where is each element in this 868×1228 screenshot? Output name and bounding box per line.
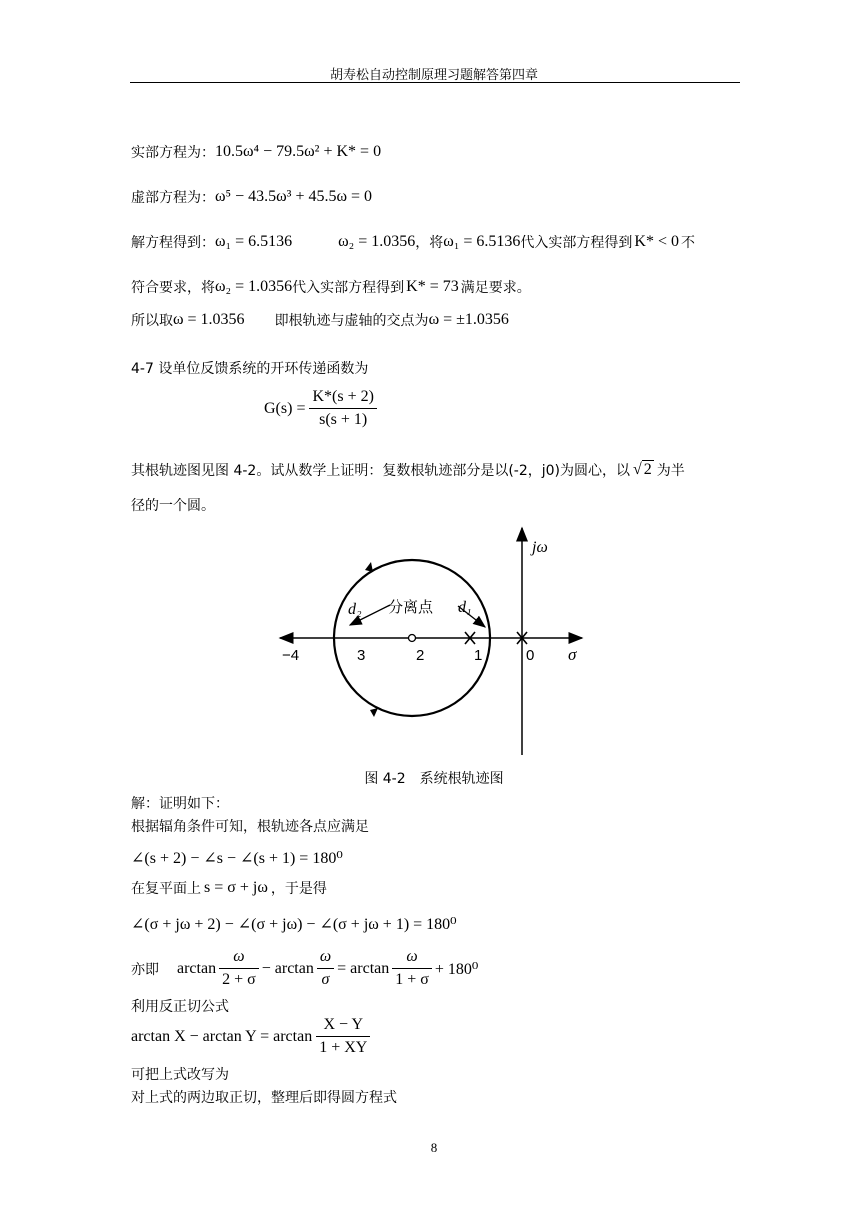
g-fraction [309, 388, 376, 429]
take-w2: ω = ±1.0356 [428, 311, 509, 328]
g-denominator: s(s + 1) [319, 411, 368, 428]
eq3-a: arctan [177, 959, 217, 977]
equation-2: ∠(σ + jω + 2) − ∠(σ + jω) − ∠(σ + jω + 1) = 180⁰ [131, 916, 457, 933]
sub-tail: ，于是得 [270, 881, 327, 897]
eq4-numerator: X − Y [316, 1016, 370, 1037]
take-line [131, 310, 509, 330]
transfer-function [264, 388, 377, 429]
page-header-title: 胡寿松自动控制原理习题解答第四章 [329, 68, 538, 83]
equation-3 [131, 948, 478, 989]
root-locus-figure [270, 520, 590, 760]
formula-label: 利用反正切公式 [131, 999, 229, 1015]
tick-label-2: 2 [416, 647, 425, 664]
eq3-den-2: σ [321, 971, 330, 988]
eq3-num-2: ω [317, 948, 334, 969]
fit-k: K* = 73 [406, 278, 459, 295]
solve-tail: 代入实部方程得到 [520, 235, 633, 251]
imag-part-line [131, 187, 372, 207]
eq3-frac-2 [317, 948, 334, 989]
fit-b: 代入实部方程得到 [292, 280, 405, 296]
sigma-label: σ [568, 645, 577, 664]
eq4-denominator: 1 + XY [319, 1039, 368, 1056]
problem-statement: 4-7 设单位反馈系统的开环传递函数为 [131, 361, 369, 377]
eq3-frac-3 [392, 948, 432, 989]
eq3-den-1: 2 + σ [222, 971, 256, 988]
solve-w1: ω₁ = 6.5136 [215, 233, 293, 250]
fit-a: 符合要求，将 [131, 280, 215, 296]
solve-mid: ，将 [415, 235, 444, 251]
solve-label: 解方程得到： [131, 235, 215, 251]
tick-label-1: 3 [357, 647, 366, 664]
real-part-line [131, 142, 381, 162]
eq3-den-3: 1 + σ [395, 971, 429, 988]
equation-4 [131, 1016, 370, 1057]
rewrite-text: 可把上式改写为 [131, 1067, 229, 1083]
tan-both-text: 对上式的两边取正切，整理后即得圆方程式 [131, 1090, 397, 1106]
solve-line [131, 232, 695, 252]
real-eq-label: 实部方程为： [131, 145, 215, 161]
problem-text-2: 径的一个圆。 [131, 498, 215, 514]
yiji-label: 亦即 [131, 961, 159, 978]
tick-label-0: −4 [282, 647, 300, 664]
sub-text: 在复平面上 [131, 881, 201, 897]
imag-eq: ω⁵ − 43.5ω³ + 45.5ω = 0 [215, 188, 373, 205]
zero-marker [409, 635, 416, 642]
locus-arrow-top [365, 562, 373, 572]
locus-arrow-bottom [370, 708, 378, 717]
solution-intro: 解：证明如下： [131, 796, 229, 812]
solve-k: K* < 0 [634, 233, 679, 250]
page-number: 8 [430, 1140, 438, 1155]
eq3-end: + 180⁰ [434, 960, 479, 978]
take-b: 即根轨迹与虚轴的交点为 [274, 313, 429, 329]
sqrt-value: 2 [643, 461, 652, 478]
solve-end: 不 [681, 235, 695, 251]
d1-label: d₁ [458, 599, 472, 616]
fit-c: 满足要求。 [460, 280, 531, 296]
solve-w1b: ω₁ = 6.5136 [443, 233, 521, 250]
g-lhs: G(s) = [264, 399, 306, 417]
take-a: 所以取 [131, 313, 173, 329]
tick-label-4: 0 [526, 647, 535, 664]
breakaway-label: 分离点 [388, 598, 434, 616]
figure-caption: 图 4-2 系统根轨迹图 [364, 771, 504, 787]
sqrt-two: √ 2 [633, 461, 652, 478]
angle-condition: 根据辐角条件可知，根轨迹各点应满足 [131, 819, 369, 835]
sub-eq: s = σ + jω [204, 879, 268, 896]
d2-label: d₂ [348, 601, 362, 618]
eq3-num-1: ω [219, 948, 259, 969]
eq4-lhs: arctan X − arctan Y = arctan [131, 1027, 313, 1045]
eq3-equals: = arctan [337, 959, 390, 977]
take-w: ω = 1.0356 [173, 311, 245, 328]
substitution-line [131, 878, 327, 898]
g-numerator: K*(s + 2) [309, 388, 376, 409]
eq3-frac-1 [219, 948, 259, 989]
eq3-minus: − arctan [261, 959, 314, 977]
solve-w2: ω₂ = 1.0356 [338, 233, 416, 250]
jw-label: jω [532, 539, 548, 556]
problem-text-1a: 其根轨迹图见图 4-2。试从数学上证明：复数根轨迹部分是以(-2，j0)为圆心，以 [131, 463, 630, 479]
header-rule [130, 82, 740, 83]
problem-text-1 [131, 460, 685, 480]
eq3-num-3: ω [392, 948, 432, 969]
eq4-fraction [316, 1016, 370, 1057]
problem-text-1b: 为半 [656, 463, 685, 479]
equation-1: ∠(s + 2) − ∠s − ∠(s + 1) = 180⁰ [131, 850, 343, 867]
fit-line [131, 277, 531, 297]
tick-label-3: 1 [474, 647, 483, 664]
real-eq: 10.5ω⁴ − 79.5ω² + K* = 0 [215, 143, 382, 160]
imag-eq-label: 虚部方程为： [131, 190, 215, 206]
fit-w2: ω₂ = 1.0356 [215, 278, 293, 295]
